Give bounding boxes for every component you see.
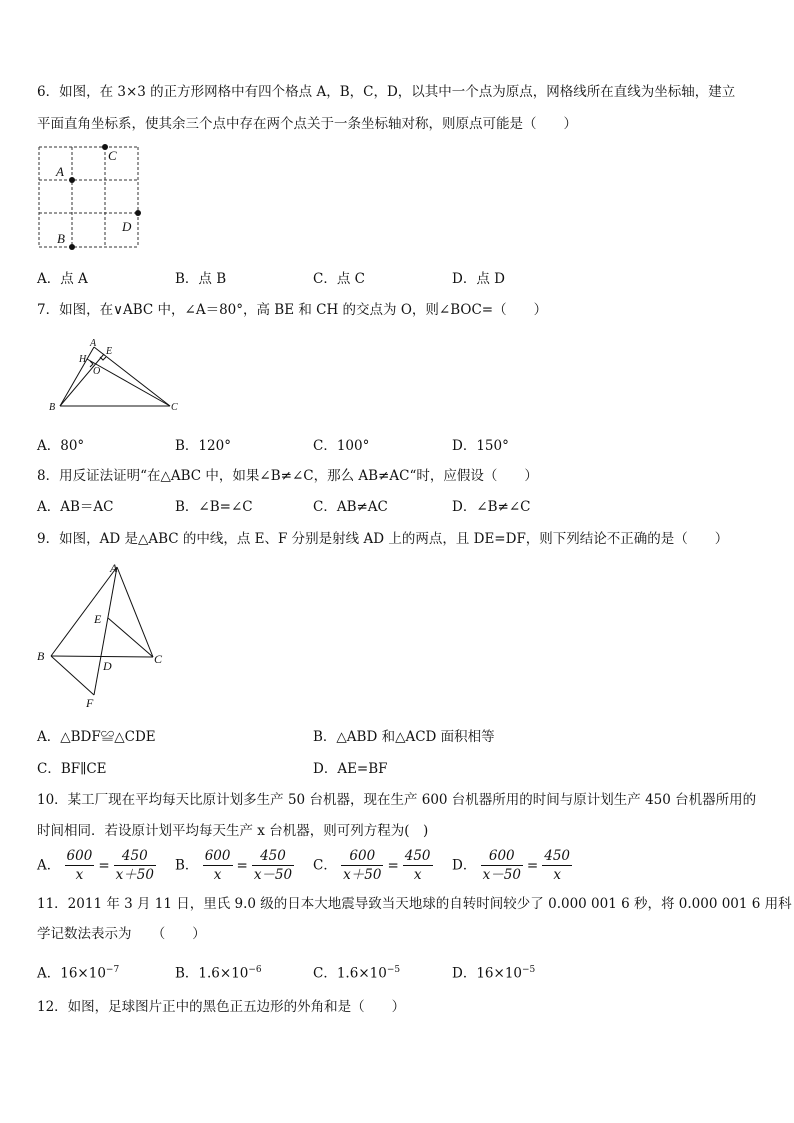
fraction-left xyxy=(65,847,95,884)
label-h: H xyxy=(79,354,87,365)
option-base: 16×10 xyxy=(60,965,106,982)
q9-text: 9．如图，AD 是△ABC 的中线，点 E、F 分别是射线 AD 上的两点，且 DE=DF，则下列结论不正确的是（ ） xyxy=(37,531,729,547)
q11-option-b[interactable] xyxy=(175,961,262,983)
label-a: A xyxy=(90,338,97,349)
q9-option-c[interactable]: C．BF∥CE xyxy=(37,761,107,777)
q10-option-b[interactable]: B． $\frac{600}{x}$ = $\frac{450}{x-50}$ xyxy=(175,848,293,883)
q10-option-a[interactable]: A． $\frac{600}{x}$ = $\frac{450}{x+50}$ xyxy=(37,848,154,883)
point-d xyxy=(135,210,141,216)
q9-option-d[interactable]: D．AE=BF xyxy=(313,761,388,777)
q11-option-d[interactable] xyxy=(452,961,535,983)
q11-text-line1: 11．2011 年 3 月 11 日，里氏 9.0 级的日本大地震导致当天地球的自转时间较少了 0.000 001 6 秒，将 0.000 001 6 用科 xyxy=(37,896,792,912)
numerator: 600 xyxy=(349,848,376,864)
point-b xyxy=(69,244,75,250)
q7-option-c[interactable]: C．100° xyxy=(313,438,370,454)
label-b: B xyxy=(37,649,45,663)
option-label: B． xyxy=(175,857,199,874)
denominator: x＋50 xyxy=(343,867,382,883)
label-c: C xyxy=(154,652,163,666)
label-d: D xyxy=(122,219,132,234)
q8-option-b[interactable]: B．∠B=∠C xyxy=(175,499,253,515)
numerator: 600 xyxy=(66,848,93,864)
option-label: A． xyxy=(37,965,61,982)
numerator: 600 xyxy=(204,848,231,864)
option-exponent: −5 xyxy=(522,965,536,975)
q11-option-a[interactable] xyxy=(37,961,119,983)
numerator: 450 xyxy=(260,848,286,864)
label-c: C xyxy=(108,148,117,163)
fraction-right xyxy=(542,847,572,884)
q11-text-line2: 学记数法表示为 （ ） xyxy=(37,926,206,942)
label-c: C xyxy=(171,402,178,413)
q12-text: 12．如图，足球图片正中的黑色正五边形的外角和是（ ） xyxy=(37,999,406,1015)
option-exponent: −5 xyxy=(386,965,401,975)
option-exponent: −7 xyxy=(105,965,120,975)
q7-option-d[interactable]: D．150° xyxy=(452,438,509,454)
label-d: D xyxy=(103,659,112,673)
q11-option-c[interactable] xyxy=(313,961,400,983)
label-a: A xyxy=(56,164,64,179)
label-f: F xyxy=(86,696,94,710)
q6-option-a[interactable]: A．点 A xyxy=(37,271,88,287)
denominator: x xyxy=(65,865,95,884)
q10-option-c[interactable]: C． $\frac{600}{x+50}$ = $\frac{450}{x}$ xyxy=(313,848,431,883)
denominator: x＋50 xyxy=(115,867,154,883)
label-e: E xyxy=(94,612,102,626)
q10-text-line1: 10．某工厂现在平均每天比原计划多生产 50 台机器，现在生产 600 台机器所用的时间与原计划生产 450 台机器所用的 xyxy=(37,792,757,808)
q9-option-a[interactable]: A．△BDF≌△CDE xyxy=(37,729,156,745)
q6-grid-figure xyxy=(36,140,146,252)
option-base: 1.6×10 xyxy=(198,965,249,982)
q6-option-c[interactable]: C．点 C xyxy=(313,271,365,287)
option-label: D． xyxy=(452,965,477,982)
numerator: 450 xyxy=(121,848,148,864)
q10-text-line2: 时间相同．若设原计划平均每天生产 x 台机器，则可列方程为( ) xyxy=(37,823,429,839)
fraction-left xyxy=(341,847,383,884)
fraction-right xyxy=(114,847,156,884)
fraction-left xyxy=(203,847,233,884)
label-b: B xyxy=(57,231,65,246)
q7-option-a[interactable]: A．80° xyxy=(37,438,85,454)
q6-option-b[interactable]: B．点 B xyxy=(175,271,227,287)
q8-text: 8．用反证法证明“在△ABC 中，如果∠B≠∠C，那么 AB≠AC“时，应假设（ ） xyxy=(37,468,538,484)
label-b: B xyxy=(49,402,56,413)
option-exponent: −6 xyxy=(248,965,262,975)
label-o: O xyxy=(93,366,101,377)
option-label: C． xyxy=(313,857,337,874)
q8-option-a[interactable]: A．AB＝AC xyxy=(37,499,114,515)
q7-text: 7．如图，在∨ABC 中，∠A＝80°，高 BE 和 CH 的交点为 O，则∠BOC=（ ） xyxy=(37,302,548,318)
option-base: 16×10 xyxy=(476,965,522,982)
denominator: x－50 xyxy=(482,867,521,883)
denominator: x－50 xyxy=(253,867,293,883)
numerator: 450 xyxy=(544,848,571,864)
denominator: x xyxy=(542,865,572,884)
q6-text-line1: 6．如图，在 3×3 的正方形网格中有四个格点 A，B，C，D，以其中一个点为原点，网格线所在直线为坐标轴，建立 xyxy=(37,84,736,100)
label-a: A xyxy=(110,561,118,575)
q8-option-d[interactable]: D．∠B≠∠C xyxy=(452,499,531,515)
option-label: A． xyxy=(37,857,61,874)
option-label: C． xyxy=(313,965,337,982)
option-label: D． xyxy=(452,857,477,874)
q10-option-d[interactable]: D． $\frac{600}{x-50}$ = $\frac{450}{x}$ xyxy=(452,848,571,883)
numerator: 600 xyxy=(488,848,515,864)
q6-text-line2: 平面直角坐标系，使其余三个点中存在两个点关于一条坐标轴对称，则原点可能是（ ） xyxy=(37,116,577,132)
option-base: 1.6×10 xyxy=(336,965,387,982)
fraction-right xyxy=(403,847,433,884)
q9-option-b[interactable]: B．△ABD 和△ACD 面积相等 xyxy=(313,729,495,745)
q9-triangle-figure xyxy=(34,558,174,710)
option-label: B． xyxy=(175,965,199,982)
q6-option-d[interactable]: D．点 D xyxy=(452,271,505,287)
point-a xyxy=(69,177,75,183)
fraction-right xyxy=(252,847,294,884)
numerator: 450 xyxy=(404,848,431,864)
q8-option-c[interactable]: C．AB≠AC xyxy=(313,499,388,515)
denominator: x xyxy=(203,865,233,884)
fraction-left xyxy=(481,847,523,884)
q7-triangle-figure xyxy=(40,335,190,417)
denominator: x xyxy=(403,865,433,884)
label-e: E xyxy=(106,346,113,357)
q7-option-b[interactable]: B．120° xyxy=(175,438,231,454)
